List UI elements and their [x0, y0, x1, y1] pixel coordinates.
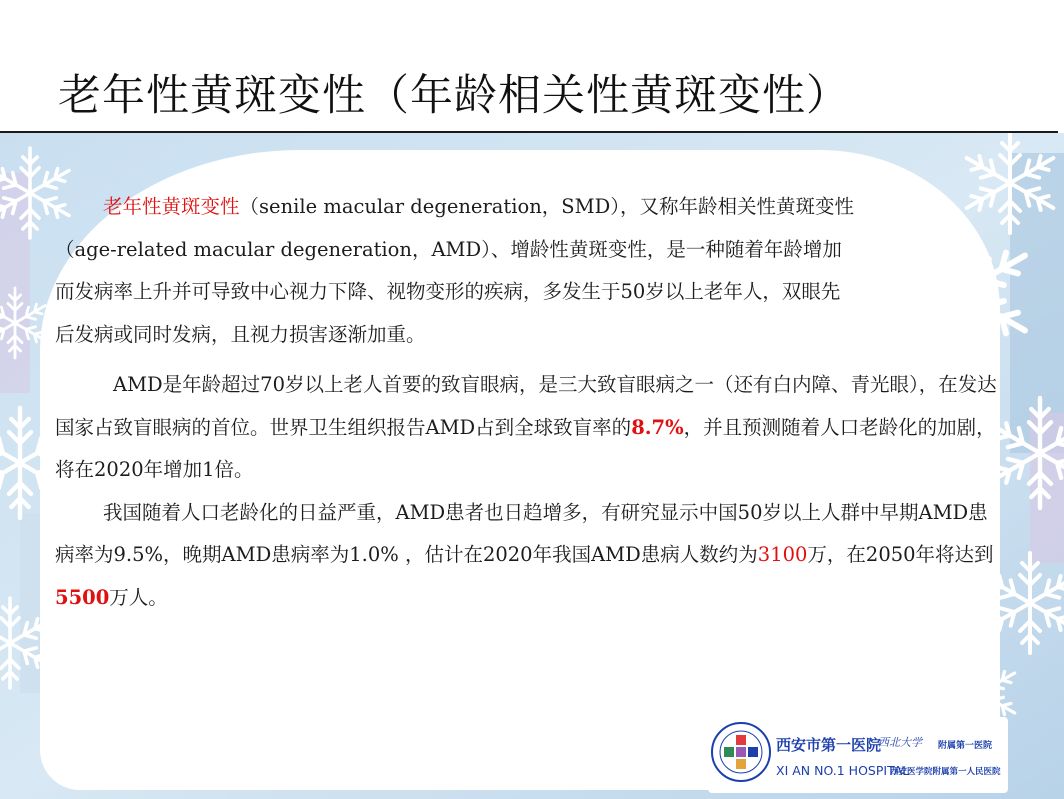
- logo-subtitle: 西安医学院附属第一人民医院: [890, 767, 1001, 777]
- paragraph-china: [55, 492, 1000, 620]
- number-3100: 3100: [757, 543, 808, 566]
- paragraph-prevalence: [55, 364, 1000, 492]
- title-divider: [0, 131, 1058, 133]
- hospital-seal-icon: [710, 721, 772, 783]
- rate-highlight: 8.7%: [631, 415, 684, 439]
- china-text: 我国随着人口老龄化的日益严重，AMD患者也日趋增多，有研究显示中国50岁以上人群中早期AMD患病率为9.5%，晚期AMD患病率为1.0% ，估计在2020年我国AMD患病人数约为: [55, 500, 988, 566]
- logo-chinese-name: 西安市第一医院: [776, 736, 882, 754]
- hospital-logo: [708, 717, 1008, 793]
- china-end: 万人。: [109, 585, 168, 609]
- slide-title: 老年性黄斑变性（年龄相关性黄斑变性）: [58, 71, 850, 121]
- slide-body: [55, 186, 1015, 619]
- china-mid: 万，在2050年将达到: [807, 543, 994, 566]
- prevalence-text: AMD是年龄超过70岁以上老人首要的致盲眼病，是三大致盲眼病之一（还有白内障、青光眼），在发达国家占致盲眼病的首位。世界卫生组织报告AMD占到全球致盲率的: [55, 373, 997, 439]
- logo-english-name: XI AN NO.1 HOSPITAL: [776, 763, 910, 778]
- term-highlight: 老年性黄斑变性: [103, 195, 240, 218]
- definition-text: （senile macular degeneration，SMD），又称年龄相关性黄斑变性（age-related macular degeneration，AMD）、增龄性黄斑变性，是一种随着年龄增加而发病率上升并可导致中心视力下降、视物变形的疾病，多发生于50岁以上老年人，双眼先后发病或同时发病，且视力损害逐渐加重。: [55, 195, 854, 346]
- logo-university: 西北大学: [878, 736, 922, 749]
- title-bar: [0, 0, 1064, 132]
- paragraph-definition: [55, 186, 855, 356]
- number-5500: 5500: [55, 585, 110, 609]
- prevalence-after: ，并且预测随着人口老龄化的加剧，将在2020年增加1倍。: [55, 415, 996, 481]
- logo-affiliation: 附属第一医院: [938, 741, 993, 751]
